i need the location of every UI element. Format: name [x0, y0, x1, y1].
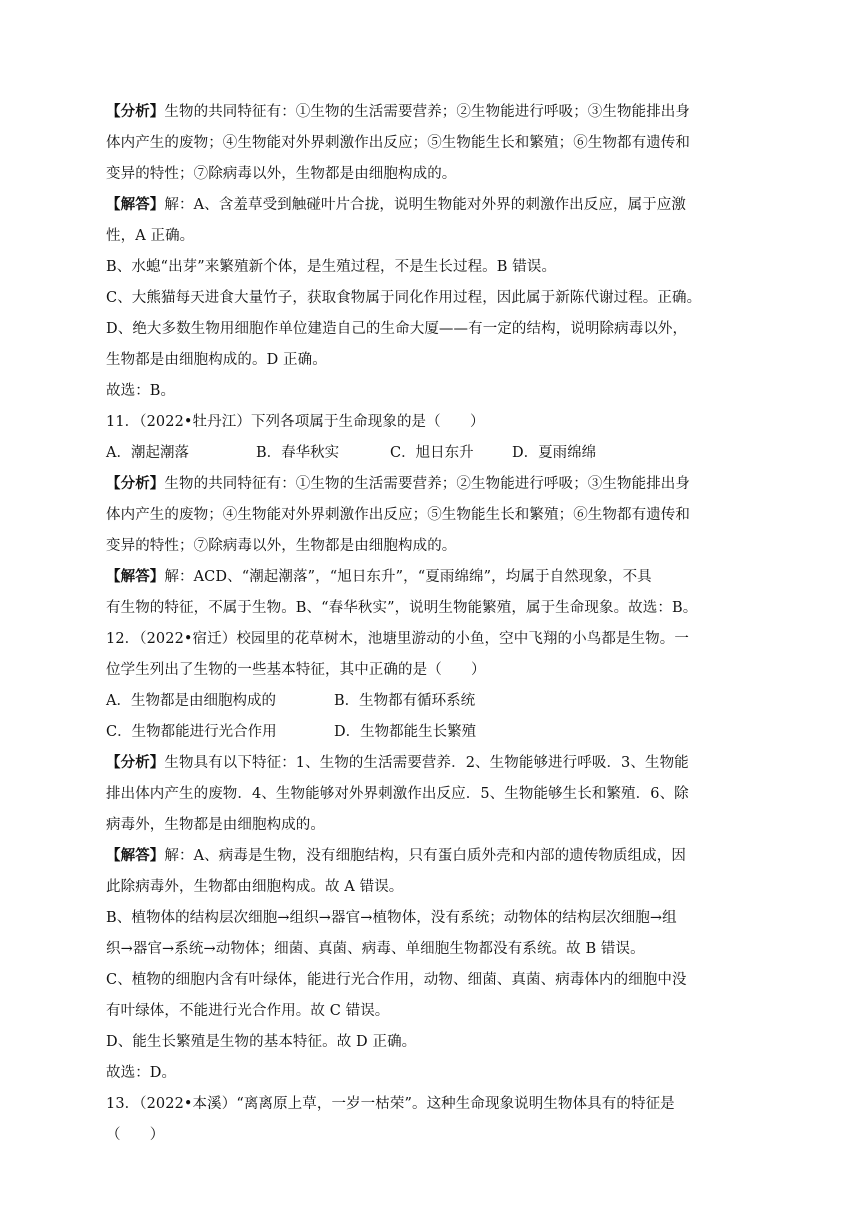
- option-c: C．旭日东升: [390, 445, 474, 461]
- analysis-line: 变异的特性；⑦除病毒以外，生物都是由细胞构成的。: [106, 166, 457, 182]
- question-stem: 12．（2022•宿迁）校园里的花草树木，池塘里游动的小鱼，空中飞翔的小鸟都是生物。一: [106, 631, 689, 647]
- analysis-line: 病毒外，生物都是由细胞构成的。: [106, 817, 325, 833]
- answer-line: 生物都是由细胞构成的。D 正确。: [106, 352, 327, 368]
- answer-line: 【解答】解：ACD、“潮起潮落”，“旭日东升”，“夏雨绵绵”，均属于自然现象，不具: [106, 568, 652, 585]
- answer-line: D、能生长繁殖是生物的基本特征。故 D 正确。: [106, 1034, 417, 1050]
- answer-line: D、绝大多数生物用细胞作单位建造自己的生命大厦——有一定的结构，说明除病毒以外，: [106, 321, 688, 337]
- analysis-tag: 【分析】: [106, 754, 165, 771]
- question-options: [106, 691, 706, 711]
- answer-line: 性，A 正确。: [106, 228, 195, 244]
- answer-line: 有生物的特征，不属于生物。B、“春华秋实”，说明生物能繁殖，属于生命现象。故选：B。: [106, 600, 698, 616]
- answer-conclusion: 故选：D。: [106, 1065, 177, 1081]
- answer-line: 【解答】解：A、病毒是生物，没有细胞结构，只有蛋白质外壳和内部的遗传物质组成，因: [106, 847, 686, 864]
- answer-line: C、植物的细胞内含有叶绿体，能进行光合作用，动物、细菌、真菌、病毒体内的细胞中没: [106, 972, 687, 988]
- answer-line: 织→器官→系统→动物体；细菌、真菌、病毒、单细胞生物都没有系统。故 B 错误。: [106, 941, 645, 957]
- question-options: [106, 443, 706, 463]
- option-a: A．潮起潮落: [106, 445, 189, 461]
- answer-line: C、大熊猫每天进食大量竹子，获取食物属于同化作用过程，因此属于新陈代谢过程。正确。: [106, 290, 702, 306]
- answer-line: 有叶绿体，不能进行光合作用。故 C 错误。: [106, 1003, 390, 1019]
- answer-conclusion: 故选：B。: [106, 383, 176, 399]
- analysis-line: 体内产生的废物；④生物能对外界刺激作出反应；⑤生物能生长和繁殖；⑥生物都有遗传和: [106, 507, 690, 523]
- option-d: D．夏雨绵绵: [512, 445, 597, 461]
- question-stem: 位学生列出了生物的一些基本特征，其中正确的是（ ）: [106, 662, 486, 678]
- analysis-tag: 【分析】: [106, 475, 165, 492]
- option-d: D．生物都能生长繁殖: [334, 724, 477, 740]
- option-b: B．生物都有循环系统: [334, 693, 476, 709]
- analysis-line: 排出体内产生的废物．4、生物能够对外界刺激作出反应．5、生物能够生长和繁殖．6、除: [106, 786, 689, 802]
- option-b: B．春华秋实: [256, 445, 340, 461]
- analysis-tag: 【分析】: [106, 103, 165, 120]
- answer-line: 【解答】解：A、含羞草受到触碰叶片合拢，说明生物能对外界的刺激作出反应，属于应激: [106, 196, 686, 213]
- option-a: A．生物都是由细胞构成的: [106, 693, 276, 709]
- question-stem: 11．（2022•牡丹江）下列各项属于生命现象的是（ ）: [106, 414, 485, 430]
- answer-line: B、植物体的结构层次细胞→组织→器官→植物体，没有系统；动物体的结构层次细胞→组: [106, 910, 677, 926]
- analysis-line: 【分析】生物具有以下特征：1、生物的生活需要营养．2、生物能够进行呼吸．3、生物能: [106, 754, 689, 771]
- answer-line: 此除病毒外，生物都由细胞构成。故 A 错误。: [106, 879, 404, 895]
- analysis-line: 【分析】生物的共同特征有：①生物的生活需要营养；②生物能进行呼吸；③生物能排出身: [106, 475, 691, 492]
- analysis-line: 【分析】生物的共同特征有：①生物的生活需要营养；②生物能进行呼吸；③生物能排出身: [106, 103, 691, 120]
- question-stem: （ ）: [106, 1127, 165, 1143]
- question-options: [106, 722, 706, 742]
- answer-tag: 【解答】: [106, 196, 165, 213]
- option-c: C．生物都能进行光合作用: [106, 724, 277, 740]
- analysis-line: 变异的特性；⑦除病毒以外，生物都是由细胞构成的。: [106, 538, 457, 554]
- answer-tag: 【解答】: [106, 568, 165, 585]
- answer-tag: 【解答】: [106, 847, 165, 864]
- answer-line: B、水螅“出芽”来繁殖新个体，是生殖过程，不是生长过程。B 错误。: [106, 259, 557, 275]
- question-stem: 13．（2022•本溪）“离离原上草，一岁一枯荣”。这种生命现象说明生物体具有的特征是: [106, 1096, 675, 1112]
- analysis-line: 体内产生的废物；④生物能对外界刺激作出反应；⑤生物能生长和繁殖；⑥生物都有遗传和: [106, 135, 690, 151]
